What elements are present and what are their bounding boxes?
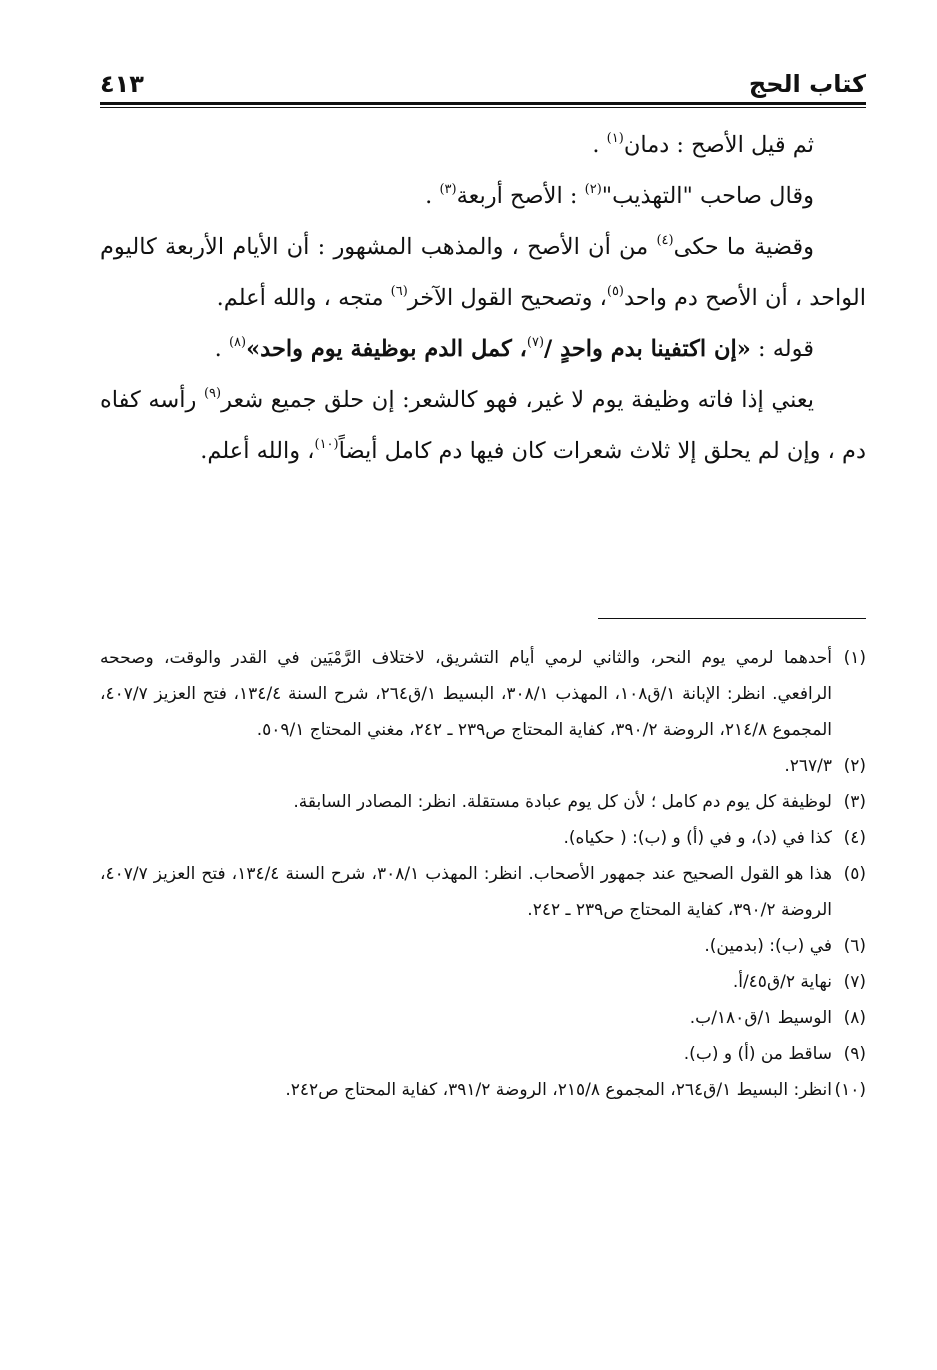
- footnote-number: (٨): [843, 1008, 866, 1028]
- footnote-number: (٤): [843, 828, 866, 848]
- footnote-text: الوسيط ١/ق١٨٠/ب.: [689, 1008, 832, 1028]
- footnote-number: (٧): [843, 972, 866, 992]
- p1-text: ثم قيل الأصح : دمان: [623, 132, 814, 158]
- footnote-item: [100, 1072, 866, 1108]
- chapter-title: كتاب الحج: [748, 70, 866, 98]
- footnote-text: هذا هو القول الصحيح عند جمهور الأصحاب. انظر: المهذب ٣٠٨/١، شرح السنة ١٣٤/٤، فتح العزيز ٤٠٧/٧، الروضة ٣٩٠/٢، كفاية المحتاج ص٢٣٩ ـ ٢٤٢.: [100, 864, 833, 920]
- p3-d: متجه ، والله أعلم.: [216, 285, 391, 311]
- footnote-item: [100, 964, 866, 1000]
- footnote-number: (٣): [843, 792, 866, 812]
- p5-c: ، والله أعلم.: [200, 438, 315, 464]
- footnote-text: لوظيفة كل يوم دم كامل ؛ لأن كل يوم عبادة مستقلة. انظر: المصادر السابقة.: [293, 792, 832, 812]
- footnote-number: (٩): [843, 1044, 866, 1064]
- footnote-ref-3[interactable]: (٣): [439, 182, 457, 197]
- footnote-ref-6[interactable]: (٦): [390, 284, 408, 299]
- footnote-item: [100, 820, 866, 856]
- footnote-item: [100, 1000, 866, 1036]
- footnote-text: في (ب): (بدمين).: [704, 936, 832, 956]
- paragraph-1: [100, 120, 866, 171]
- header-rule-thick: [100, 102, 866, 105]
- footnote-text: نهاية ٢/ق٤٥/أ.: [732, 972, 832, 992]
- p3-a: وقضية ما حكى: [673, 234, 814, 260]
- footnote-number: (١): [843, 648, 866, 668]
- footnote-number: (٢): [843, 756, 866, 776]
- footnote-item: [100, 640, 866, 748]
- footnotes: [100, 640, 866, 1108]
- footnote-ref-1[interactable]: (١): [606, 131, 624, 146]
- footnote-item: [100, 748, 866, 784]
- footnote-text: كذا في (د)، و في (أ) و (ب): ( حكياه).: [563, 828, 832, 848]
- p3-b: من أن الأصح ، والمذهب المشهور : أن الأيام الأربعة كاليوم الواحد ، أن الأصح دم واحد: [100, 234, 866, 311]
- footnote-text: ساقط من (أ) و (ب).: [683, 1044, 832, 1064]
- p4-label: قوله :: [750, 336, 814, 362]
- p2-rest: : الأصح أربعة: [456, 183, 585, 209]
- footnote-number: (٥): [843, 864, 866, 884]
- footnote-ref-5[interactable]: (٥): [606, 284, 624, 299]
- footnote-ref-4[interactable]: (٤): [656, 233, 674, 248]
- footnote-ref-7[interactable]: (٧): [526, 335, 545, 350]
- footnote-text: أحدهما لرمي يوم النحر، والثاني لرمي أيام التشريق، لاختلاف الرَّمْيَين في القدر والوقت، وصححه الرافعي. انظر: الإبانة ١/ق١٠٨، المهذب ٣٠٨/١، البسيط ١/ق٢٦٤، شرح السنة ١٣٤/٤، فتح العزيز ٤٠٧/٧، المجموع ٢١٤/٨، الروضة ٣٩٠/٢، كفاية المحتاج ص٢٣٩ ـ ٢٤٢، مغني المحتاج ٥٠٩/١.: [100, 648, 832, 740]
- footnote-item: [100, 928, 866, 964]
- footnote-number: (١٠): [834, 1080, 866, 1100]
- main-text: [100, 120, 866, 477]
- p5-a: يعني إذا فاته وظيفة يوم لا غير، فهو كالشعر: إن حلق جميع شعر: [221, 387, 814, 413]
- footnote-ref-2[interactable]: (٢): [584, 182, 602, 197]
- footnote-ref-9[interactable]: (٩): [203, 386, 222, 401]
- header-rule-thin: [100, 107, 866, 108]
- p4-quote-a: «إن اكتفينا بدم واحدٍ /: [544, 336, 751, 362]
- footnote-item: [100, 1036, 866, 1072]
- paragraph-4: [100, 324, 866, 375]
- p1-end: .: [592, 132, 607, 158]
- page-number: ٤١٣: [100, 70, 144, 98]
- page-header: [100, 66, 866, 102]
- footnote-separator: [598, 618, 866, 619]
- paragraph-2: [100, 171, 866, 222]
- footnote-item: [100, 784, 866, 820]
- footnote-text: ٢٦٧/٣.: [784, 756, 832, 776]
- footnote-text: انظر: البسيط ١/ق٢٦٤، المجموع ٢١٥/٨، الروضة ٣٩١/٢، كفاية المحتاج ص٢٤٢.: [285, 1080, 832, 1100]
- book-page: [100, 66, 866, 1100]
- p2-end: .: [425, 183, 440, 209]
- footnote-ref-10[interactable]: (١٠): [314, 437, 339, 452]
- p2-text: وقال صاحب "التهذيب": [601, 183, 814, 209]
- p4-end: .: [214, 336, 229, 362]
- paragraph-3: [100, 222, 866, 324]
- footnote-number: (٦): [843, 936, 866, 956]
- p3-c: ، وتصحيح القول الآخر: [407, 285, 607, 311]
- footnote-item: [100, 856, 866, 928]
- p4-quote-b: ، كمل الدم بوظيفة يوم واحد»: [246, 336, 527, 362]
- p5-b: رأسه كفاه دم ، وإن لم يحلق إلا ثلاث شعرات كان فيها دم كامل أيضاً: [100, 387, 866, 464]
- paragraph-5: [100, 375, 866, 477]
- footnote-ref-8[interactable]: (٨): [228, 335, 247, 350]
